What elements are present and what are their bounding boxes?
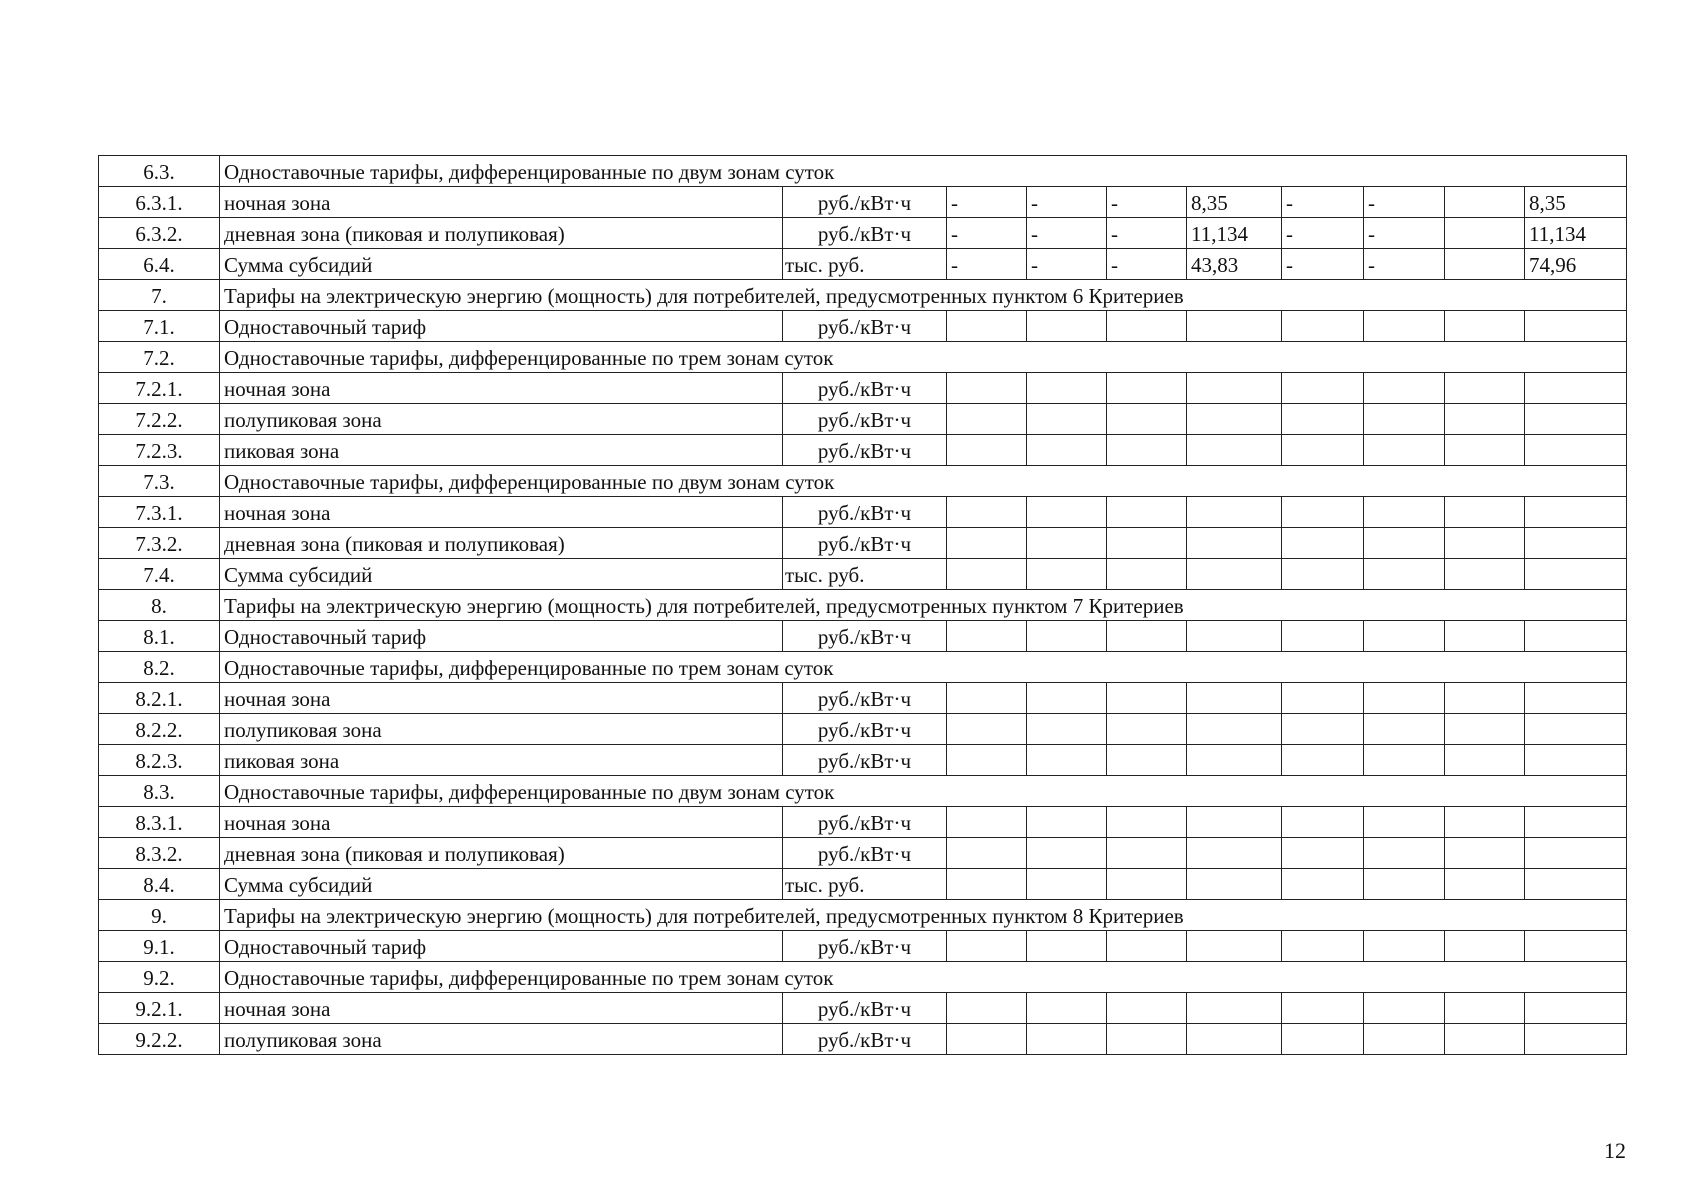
value-cell xyxy=(1364,373,1445,404)
value-cell xyxy=(1027,683,1107,714)
value-cell xyxy=(1525,528,1627,559)
value-cell xyxy=(1187,1024,1282,1055)
value-cell xyxy=(1107,373,1187,404)
value-cell xyxy=(1445,807,1525,838)
value-cell xyxy=(1027,931,1107,962)
value-cell xyxy=(1364,1024,1445,1055)
value-cell xyxy=(1445,931,1525,962)
row-number: 7.2.3. xyxy=(99,435,220,466)
row-number: 7.2.2. xyxy=(99,404,220,435)
value-cell xyxy=(1282,993,1364,1024)
value-cell xyxy=(1107,435,1187,466)
value-cell: - xyxy=(1364,187,1445,218)
table-row xyxy=(99,745,1627,776)
value-cell xyxy=(1027,993,1107,1024)
value-cell xyxy=(1187,745,1282,776)
value-cell xyxy=(1525,807,1627,838)
row-description: Сумма субсидий xyxy=(220,559,783,590)
value-cell xyxy=(1107,993,1187,1024)
row-unit: руб./кВт·ч xyxy=(783,807,947,838)
value-cell xyxy=(1364,435,1445,466)
value-cell xyxy=(1525,993,1627,1024)
value-cell xyxy=(1027,404,1107,435)
table-row xyxy=(99,621,1627,652)
value-cell xyxy=(947,1024,1027,1055)
value-cell xyxy=(1525,621,1627,652)
value-cell xyxy=(947,404,1027,435)
row-number: 8.3. xyxy=(99,776,220,807)
row-description: дневная зона (пиковая и полупиковая) xyxy=(220,528,783,559)
value-cell xyxy=(1445,838,1525,869)
value-cell xyxy=(1445,497,1525,528)
value-cell xyxy=(1282,1024,1364,1055)
row-unit: руб./кВт·ч xyxy=(783,621,947,652)
value-cell xyxy=(947,497,1027,528)
value-cell xyxy=(1364,869,1445,900)
value-cell xyxy=(1027,311,1107,342)
value-cell xyxy=(1445,621,1525,652)
row-unit: тыс. руб. xyxy=(783,249,947,280)
table-section-row xyxy=(99,342,1627,373)
value-cell xyxy=(1107,311,1187,342)
value-cell xyxy=(1107,528,1187,559)
row-number: 9.2.1. xyxy=(99,993,220,1024)
value-cell xyxy=(1107,559,1187,590)
value-cell xyxy=(1027,1024,1107,1055)
row-description: Одноставочный тариф xyxy=(220,621,783,652)
value-cell: - xyxy=(1282,218,1364,249)
table-section-row xyxy=(99,900,1627,931)
value-cell xyxy=(1364,528,1445,559)
row-description: дневная зона (пиковая и полупиковая) xyxy=(220,838,783,869)
table-row xyxy=(99,993,1627,1024)
row-description: Тарифы на электрическую энергию (мощность) для потребителей, предусмотренных пунктом 7 Критериев xyxy=(220,590,1627,621)
value-cell xyxy=(1187,838,1282,869)
value-cell: - xyxy=(1107,218,1187,249)
value-cell xyxy=(1187,497,1282,528)
value-cell xyxy=(1525,683,1627,714)
row-description: Одноставочные тарифы, дифференцированные по двум зонам суток xyxy=(220,776,1627,807)
row-description: ночная зона xyxy=(220,807,783,838)
row-number: 8.1. xyxy=(99,621,220,652)
table-row xyxy=(99,249,1627,280)
value-cell xyxy=(1282,838,1364,869)
row-description: пиковая зона xyxy=(220,435,783,466)
value-cell xyxy=(1525,869,1627,900)
table-section-row xyxy=(99,652,1627,683)
row-description: ночная зона xyxy=(220,497,783,528)
value-cell: - xyxy=(1027,187,1107,218)
value-cell xyxy=(1107,404,1187,435)
value-cell: - xyxy=(1107,249,1187,280)
value-cell xyxy=(1187,404,1282,435)
value-cell xyxy=(1445,745,1525,776)
value-cell xyxy=(947,435,1027,466)
value-cell xyxy=(1187,621,1282,652)
table-section-row xyxy=(99,590,1627,621)
value-cell xyxy=(1525,559,1627,590)
table-row xyxy=(99,435,1627,466)
value-cell xyxy=(1445,1024,1525,1055)
row-unit: руб./кВт·ч xyxy=(783,683,947,714)
row-unit: руб./кВт·ч xyxy=(783,311,947,342)
value-cell xyxy=(1525,373,1627,404)
value-cell xyxy=(1445,218,1525,249)
value-cell xyxy=(1445,714,1525,745)
row-unit: руб./кВт·ч xyxy=(783,497,947,528)
value-cell xyxy=(1282,683,1364,714)
value-cell xyxy=(1525,497,1627,528)
value-cell xyxy=(1364,993,1445,1024)
row-number: 8.2.2. xyxy=(99,714,220,745)
value-cell xyxy=(1027,838,1107,869)
value-cell: - xyxy=(1027,218,1107,249)
value-cell xyxy=(947,559,1027,590)
value-cell xyxy=(1027,373,1107,404)
row-description: ночная зона xyxy=(220,993,783,1024)
row-number: 8.4. xyxy=(99,869,220,900)
table-row xyxy=(99,404,1627,435)
value-cell xyxy=(1364,807,1445,838)
row-number: 8.2.1. xyxy=(99,683,220,714)
value-cell xyxy=(947,745,1027,776)
row-description: Сумма субсидий xyxy=(220,249,783,280)
value-cell xyxy=(1107,683,1187,714)
row-number: 8.2. xyxy=(99,652,220,683)
value-cell xyxy=(947,807,1027,838)
value-cell xyxy=(1364,497,1445,528)
value-cell xyxy=(1107,838,1187,869)
row-description: Тарифы на электрическую энергию (мощность) для потребителей, предусмотренных пунктом 8 Критериев xyxy=(220,900,1627,931)
row-unit: руб./кВт·ч xyxy=(783,528,947,559)
row-number: 7.3.1. xyxy=(99,497,220,528)
row-description: ночная зона xyxy=(220,683,783,714)
value-cell xyxy=(1445,435,1525,466)
row-description: ночная зона xyxy=(220,373,783,404)
row-description: ночная зона xyxy=(220,187,783,218)
value-cell xyxy=(1364,404,1445,435)
value-cell xyxy=(947,621,1027,652)
value-cell xyxy=(1107,745,1187,776)
value-cell: 11,134 xyxy=(1187,218,1282,249)
value-cell xyxy=(1364,714,1445,745)
row-number: 9.2.2. xyxy=(99,1024,220,1055)
row-description: Одноставочный тариф xyxy=(220,931,783,962)
value-cell xyxy=(947,931,1027,962)
row-number: 7.2.1. xyxy=(99,373,220,404)
value-cell xyxy=(1187,311,1282,342)
value-cell: - xyxy=(947,249,1027,280)
value-cell: - xyxy=(947,187,1027,218)
row-unit: руб./кВт·ч xyxy=(783,993,947,1024)
value-cell xyxy=(1445,869,1525,900)
value-cell: - xyxy=(1364,249,1445,280)
table-row xyxy=(99,187,1627,218)
row-number: 6.3. xyxy=(99,156,220,187)
row-description: Одноставочные тарифы, дифференцированные по двум зонам суток xyxy=(220,466,1627,497)
value-cell xyxy=(1027,745,1107,776)
row-unit: руб./кВт·ч xyxy=(783,931,947,962)
row-number: 7. xyxy=(99,280,220,311)
value-cell xyxy=(1187,807,1282,838)
table-section-row xyxy=(99,962,1627,993)
value-cell xyxy=(1187,559,1282,590)
value-cell xyxy=(1282,497,1364,528)
row-description: Одноставочный тариф xyxy=(220,311,783,342)
value-cell xyxy=(1027,435,1107,466)
value-cell xyxy=(947,528,1027,559)
row-number: 6.4. xyxy=(99,249,220,280)
value-cell xyxy=(1107,621,1187,652)
table-section-row xyxy=(99,280,1627,311)
page-number: 12 xyxy=(1604,1138,1626,1163)
value-cell xyxy=(1525,931,1627,962)
row-number: 7.4. xyxy=(99,559,220,590)
row-unit: руб./кВт·ч xyxy=(783,373,947,404)
value-cell xyxy=(947,683,1027,714)
value-cell xyxy=(1525,745,1627,776)
row-unit: руб./кВт·ч xyxy=(783,714,947,745)
value-cell xyxy=(1187,373,1282,404)
table-section-row xyxy=(99,776,1627,807)
row-unit: руб./кВт·ч xyxy=(783,745,947,776)
value-cell xyxy=(1364,931,1445,962)
value-cell xyxy=(1364,683,1445,714)
value-cell: - xyxy=(1107,187,1187,218)
row-unit: руб./кВт·ч xyxy=(783,187,947,218)
row-unit: руб./кВт·ч xyxy=(783,435,947,466)
value-cell xyxy=(1282,714,1364,745)
table-row xyxy=(99,683,1627,714)
row-number: 7.3. xyxy=(99,466,220,497)
value-cell xyxy=(1364,838,1445,869)
value-cell xyxy=(1027,714,1107,745)
row-number: 7.3.2. xyxy=(99,528,220,559)
row-unit: руб./кВт·ч xyxy=(783,838,947,869)
value-cell: - xyxy=(1364,218,1445,249)
value-cell: - xyxy=(1282,249,1364,280)
row-description: Одноставочные тарифы, дифференцированные по трем зонам суток xyxy=(220,342,1627,373)
value-cell xyxy=(1445,559,1525,590)
tariff-table-body xyxy=(99,156,1627,1055)
value-cell xyxy=(947,714,1027,745)
value-cell: 43,83 xyxy=(1187,249,1282,280)
value-cell xyxy=(1445,373,1525,404)
table-row xyxy=(99,311,1627,342)
value-cell xyxy=(1187,683,1282,714)
value-cell xyxy=(1282,621,1364,652)
row-description: Тарифы на электрическую энергию (мощность) для потребителей, предусмотренных пунктом 6 Критериев xyxy=(220,280,1627,311)
value-cell xyxy=(1282,559,1364,590)
table-section-row xyxy=(99,466,1627,497)
value-cell xyxy=(1187,931,1282,962)
value-cell: - xyxy=(1282,187,1364,218)
value-cell xyxy=(1027,497,1107,528)
row-number: 7.1. xyxy=(99,311,220,342)
value-cell xyxy=(1445,249,1525,280)
value-cell: - xyxy=(1027,249,1107,280)
table-row xyxy=(99,838,1627,869)
value-cell xyxy=(1107,1024,1187,1055)
value-cell xyxy=(1107,869,1187,900)
value-cell xyxy=(1282,528,1364,559)
value-cell xyxy=(1525,404,1627,435)
value-cell xyxy=(1187,869,1282,900)
value-cell xyxy=(1282,373,1364,404)
row-number: 8. xyxy=(99,590,220,621)
tariff-table xyxy=(98,155,1627,1055)
row-unit: тыс. руб. xyxy=(783,559,947,590)
value-cell xyxy=(1282,931,1364,962)
table-row xyxy=(99,528,1627,559)
value-cell xyxy=(947,838,1027,869)
row-number: 6.3.2. xyxy=(99,218,220,249)
row-number: 9.1. xyxy=(99,931,220,962)
value-cell xyxy=(1187,435,1282,466)
value-cell xyxy=(1107,714,1187,745)
table-row xyxy=(99,559,1627,590)
table-row xyxy=(99,931,1627,962)
value-cell: 11,134 xyxy=(1525,218,1627,249)
value-cell xyxy=(1282,435,1364,466)
value-cell xyxy=(1525,714,1627,745)
value-cell xyxy=(1027,528,1107,559)
value-cell xyxy=(1282,745,1364,776)
value-cell xyxy=(1364,745,1445,776)
table-row xyxy=(99,714,1627,745)
value-cell xyxy=(1445,404,1525,435)
row-description: полупиковая зона xyxy=(220,1024,783,1055)
value-cell xyxy=(947,869,1027,900)
value-cell xyxy=(947,311,1027,342)
row-number: 6.3.1. xyxy=(99,187,220,218)
row-number: 8.3.2. xyxy=(99,838,220,869)
value-cell xyxy=(1445,311,1525,342)
value-cell: - xyxy=(947,218,1027,249)
value-cell xyxy=(1282,404,1364,435)
row-description: дневная зона (пиковая и полупиковая) xyxy=(220,218,783,249)
row-number: 8.3.1. xyxy=(99,807,220,838)
row-number: 7.2. xyxy=(99,342,220,373)
row-number: 9.2. xyxy=(99,962,220,993)
value-cell xyxy=(1027,807,1107,838)
value-cell xyxy=(1187,714,1282,745)
value-cell xyxy=(1187,993,1282,1024)
row-unit: тыс. руб. xyxy=(783,869,947,900)
row-number: 9. xyxy=(99,900,220,931)
value-cell xyxy=(1364,621,1445,652)
value-cell xyxy=(1282,869,1364,900)
row-description: Одноставочные тарифы, дифференцированные по трем зонам суток xyxy=(220,652,1627,683)
row-unit: руб./кВт·ч xyxy=(783,218,947,249)
value-cell xyxy=(1364,559,1445,590)
value-cell xyxy=(1027,869,1107,900)
value-cell xyxy=(1445,993,1525,1024)
row-description: Одноставочные тарифы, дифференцированные по двум зонам суток xyxy=(220,156,1627,187)
table-row xyxy=(99,218,1627,249)
row-description: Сумма субсидий xyxy=(220,869,783,900)
value-cell: 74,96 xyxy=(1525,249,1627,280)
value-cell xyxy=(947,993,1027,1024)
value-cell: 8,35 xyxy=(1187,187,1282,218)
value-cell xyxy=(1282,311,1364,342)
value-cell xyxy=(1107,807,1187,838)
value-cell xyxy=(1525,435,1627,466)
row-unit: руб./кВт·ч xyxy=(783,1024,947,1055)
value-cell xyxy=(1027,559,1107,590)
table-row xyxy=(99,373,1627,404)
value-cell xyxy=(1445,528,1525,559)
value-cell xyxy=(1187,528,1282,559)
value-cell xyxy=(1525,1024,1627,1055)
row-unit: руб./кВт·ч xyxy=(783,404,947,435)
value-cell xyxy=(1525,838,1627,869)
row-description: пиковая зона xyxy=(220,745,783,776)
row-description: Одноставочные тарифы, дифференцированные по трем зонам суток xyxy=(220,962,1627,993)
table-row xyxy=(99,807,1627,838)
row-description: полупиковая зона xyxy=(220,714,783,745)
table-section-row xyxy=(99,156,1627,187)
value-cell xyxy=(1027,621,1107,652)
row-number: 8.2.3. xyxy=(99,745,220,776)
value-cell: 8,35 xyxy=(1525,187,1627,218)
value-cell xyxy=(1107,931,1187,962)
value-cell xyxy=(1364,311,1445,342)
table-row xyxy=(99,1024,1627,1055)
value-cell xyxy=(1107,497,1187,528)
value-cell xyxy=(947,373,1027,404)
value-cell xyxy=(1445,683,1525,714)
table-row xyxy=(99,497,1627,528)
value-cell xyxy=(1445,187,1525,218)
value-cell xyxy=(1525,311,1627,342)
table-row xyxy=(99,869,1627,900)
row-description: полупиковая зона xyxy=(220,404,783,435)
value-cell xyxy=(1282,807,1364,838)
